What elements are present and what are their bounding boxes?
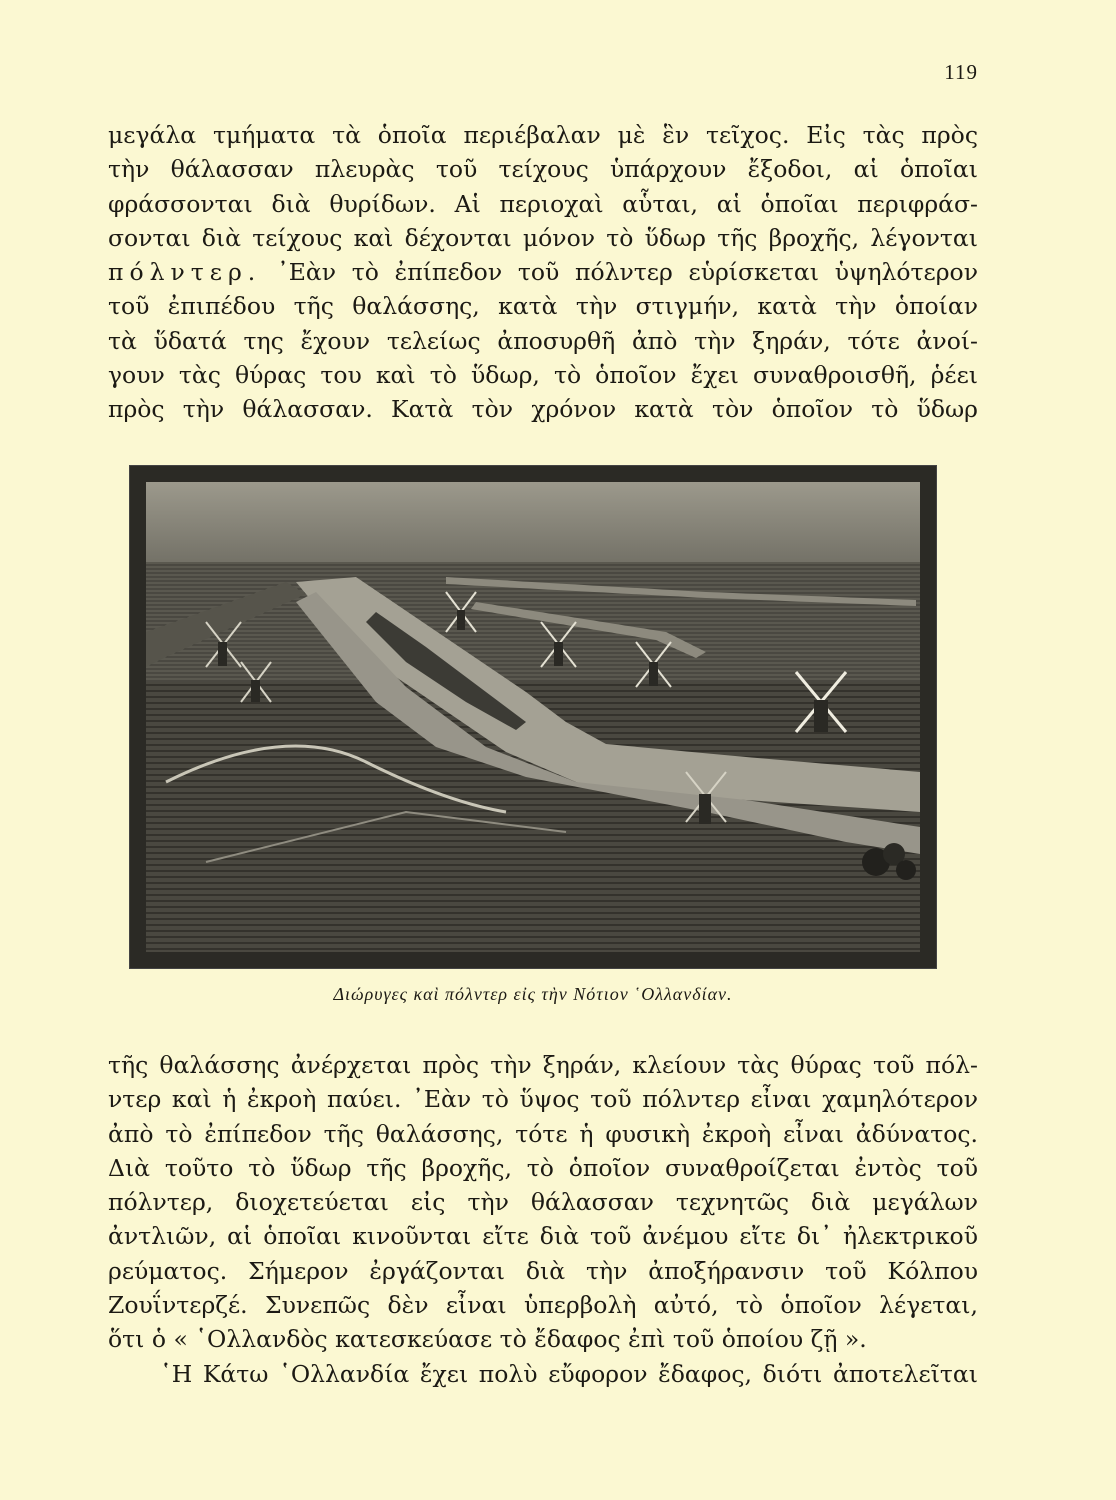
text-line: τοῦ ἐπιπέδου τῆς θαλάσσης, κατὰ τὴν στιγμήν, κατὰ τὴν ὁποίαν bbox=[108, 292, 978, 321]
text-line: ἀπὸ τὸ ἐπίπεδον τῆς θαλάσσης, τότε ἡ φυσικὴ ἐκροὴ εἶναι ἀδύνατος. bbox=[108, 1119, 978, 1148]
paragraph-top bbox=[108, 118, 978, 427]
text-line: ὅτι ὁ « ῾Ολλανδὸς κατεσκεύασε τὸ ἔδαφος ἐπὶ τοῦ ὁποίου ζῇ ». bbox=[108, 1325, 867, 1354]
text-line: Διὰ τοῦτο τὸ ὕδωρ τῆς βροχῆς, τὸ ὁποῖον συναθροίζεται ἐντὸς τοῦ bbox=[108, 1153, 978, 1182]
text-line: ρεύματος. Σήμερον ἐργάζονται διὰ τὴν ἀποξήρανσιν τοῦ Κόλπου bbox=[108, 1256, 978, 1285]
text-line: φράσσονται διὰ θυρίδων. Αἱ περιοχαὶ αὗται, αἱ ὁποῖαι περιφράσ- bbox=[108, 189, 978, 218]
term-polder: πόλντερ. bbox=[108, 258, 262, 287]
far-fields bbox=[146, 562, 920, 682]
text-line: τῆς θαλάσσης ἀνέρχεται πρὸς τὴν ξηράν, κλείουν τὰς θύρας τοῦ πόλ- bbox=[108, 1051, 978, 1079]
paragraph-bottom bbox=[108, 1048, 978, 1391]
text-line bbox=[108, 255, 978, 289]
text-line: πρὸς τὴν θάλασσαν. Κατὰ τὸν χρόνον κατὰ τὸν ὁποῖον τὸ ὕδωρ bbox=[108, 395, 978, 424]
sky bbox=[146, 482, 920, 572]
text-line: τὴν θάλασσαν πλευρὰς τοῦ τείχους ὑπάρχουν ἔξοδοι, αἱ ὁποῖαι bbox=[108, 155, 978, 184]
photo-illustration bbox=[146, 482, 920, 952]
text-line: τὰ ὕδατά της ἔχουν τελείως ἀποσυρθῆ ἀπὸ τὴν ξηράν, τότε ἀνοί- bbox=[108, 326, 978, 355]
page-number: 119 bbox=[944, 60, 978, 84]
text-line: ντερ καὶ ἡ ἐκροὴ παύει. ᾿Εὰν τὸ ὕψος τοῦ πόλντερ εἶναι χαμηλότερον bbox=[108, 1085, 978, 1114]
text-line: πόλντερ, διοχετεύεται εἰς τὴν θάλασσαν τεχνητῶς διὰ μεγάλων bbox=[108, 1188, 978, 1217]
text-line: γουν τὰς θύρας του καὶ τὸ ὕδωρ, τὸ ὁποῖον ἔχει συναθροισθῆ, ῥέει bbox=[108, 361, 978, 390]
text-line: σονται διὰ τείχους καὶ δέχονται μόνον τὸ ὕδωρ τῆς βροχῆς, λέγονται bbox=[108, 223, 978, 252]
figure-caption: Διώρυγες καὶ πόλντερ εἰς τὴν Νότιον ῾Ολλανδίαν. bbox=[333, 984, 733, 1004]
text-line: ἀντλιῶν, αἱ ὁποῖαι κινοῦνται εἴτε διὰ τοῦ ἀνέμου εἴτε δι᾿ ἠλεκτρικοῦ bbox=[108, 1222, 978, 1251]
text-line: Ζουΐντερζέ. Συνεπῶς δὲν εἶναι ὑπερβολὴ αὐτό, τὸ ὁποῖον λέγεται, bbox=[108, 1291, 978, 1320]
text-line: μεγάλα τμήματα τὰ ὁποῖα περιέβαλαν μὲ ἓν τεῖχος. Εἰς τὰς πρὸς bbox=[108, 121, 978, 149]
tree bbox=[896, 860, 916, 880]
text-line: ῾Η Κάτω ῾Ολλανδία ἔχει πολὺ εὔφορον ἔδαφος, διότι ἀποτελεῖται bbox=[160, 1359, 978, 1388]
text-fragment: ᾿Εὰν τὸ ἐπίπεδον τοῦ πόλντερ εὑρίσκεται ὑψηλότερον bbox=[276, 258, 978, 287]
photo-canals-polders bbox=[130, 466, 936, 968]
